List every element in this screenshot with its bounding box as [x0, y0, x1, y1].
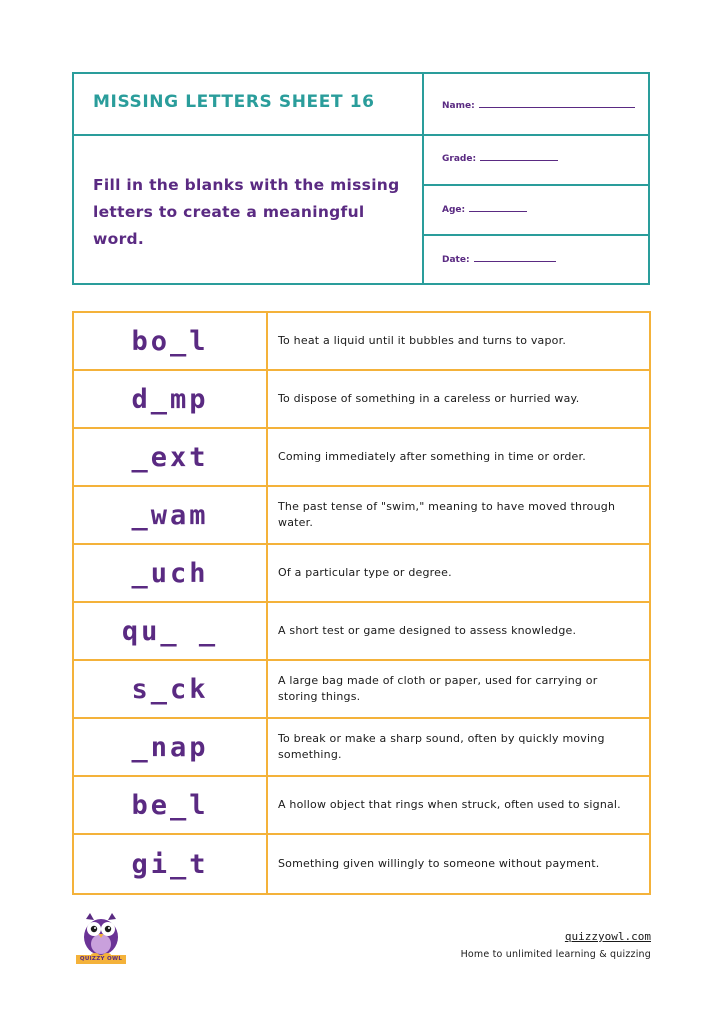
missing-word: qu_ _ — [121, 615, 219, 647]
table-row — [74, 777, 649, 835]
definition-cell — [270, 429, 649, 485]
table-row — [74, 429, 649, 487]
word-cell — [74, 371, 268, 427]
table-row — [74, 661, 649, 719]
age-label: Age: — [442, 205, 466, 215]
header-fields — [424, 74, 648, 283]
word-cell — [74, 719, 268, 775]
table-row — [74, 545, 649, 603]
table-row — [74, 487, 649, 545]
word-cell — [74, 777, 268, 833]
table-row — [74, 835, 649, 893]
instructions: Fill in the blanks with the missing letters to create a meaningful word. — [93, 176, 400, 248]
date-label: Date: — [442, 255, 470, 265]
table-row — [74, 603, 649, 661]
age-field[interactable] — [424, 186, 648, 236]
missing-word: d_mp — [131, 383, 209, 415]
definition-cell — [270, 545, 649, 601]
table-row — [74, 371, 649, 429]
date-blank[interactable] — [474, 260, 556, 262]
word-cell — [74, 487, 268, 543]
definition-cell — [270, 835, 649, 893]
logo-label: QUIZZY OWL — [76, 955, 126, 964]
grade-blank[interactable] — [480, 159, 558, 161]
missing-word: _nap — [131, 731, 209, 763]
definition-cell — [270, 313, 649, 369]
definition: Coming immediately after something in time or order. — [278, 450, 586, 463]
grade-field[interactable] — [424, 136, 648, 186]
definition-cell — [270, 487, 649, 543]
owl-icon — [76, 913, 126, 957]
header-box — [72, 72, 650, 285]
name-blank[interactable] — [479, 106, 635, 108]
definition: A hollow object that rings when struck, often used to signal. — [278, 798, 621, 811]
missing-word: _wam — [131, 499, 209, 531]
tagline: Home to unlimited learning & quizzing — [460, 949, 651, 960]
title-cell — [74, 74, 422, 136]
date-field[interactable] — [424, 236, 648, 283]
definition: The past tense of "swim," meaning to have moved through water. — [278, 500, 616, 529]
word-cell — [74, 545, 268, 601]
missing-word: bo_l — [131, 325, 209, 357]
site-link[interactable]: quizzyowl.com — [564, 930, 651, 943]
header-left — [74, 74, 424, 283]
missing-word: gi_t — [131, 848, 209, 880]
definition-cell — [270, 371, 649, 427]
word-table — [72, 311, 651, 895]
age-blank[interactable] — [469, 210, 527, 212]
definition: To heat a liquid until it bubbles and turns to vapor. — [278, 334, 567, 347]
definition-cell — [270, 661, 649, 717]
word-cell — [74, 313, 268, 369]
name-label: Name: — [442, 101, 475, 111]
word-cell — [74, 429, 268, 485]
definition: A large bag made of cloth or paper, used for carrying or storing things. — [278, 674, 598, 703]
word-cell — [74, 603, 268, 659]
definition-cell — [270, 603, 649, 659]
missing-word: be_l — [131, 789, 209, 821]
sheet-title: MISSING LETTERS SHEET 16 — [93, 92, 375, 112]
word-cell — [74, 661, 268, 717]
quizzy-owl-logo[interactable] — [76, 913, 126, 965]
definition: To break or make a sharp sound, often by quickly moving something. — [278, 732, 605, 761]
name-field[interactable] — [424, 74, 648, 136]
definition: Of a particular type or degree. — [278, 566, 452, 579]
table-row — [74, 313, 649, 371]
table-row — [74, 719, 649, 777]
definition: A short test or game designed to assess knowledge. — [278, 624, 577, 637]
missing-word: _ext — [131, 441, 209, 473]
definition-cell — [270, 719, 649, 775]
missing-word: _uch — [131, 557, 209, 589]
missing-word: s_ck — [131, 673, 209, 705]
definition: To dispose of something in a careless or hurried way. — [278, 392, 580, 405]
grade-label: Grade: — [442, 154, 477, 164]
definition-cell — [270, 777, 649, 833]
definition: Something given willingly to someone without payment. — [278, 857, 600, 870]
word-cell — [74, 835, 268, 893]
